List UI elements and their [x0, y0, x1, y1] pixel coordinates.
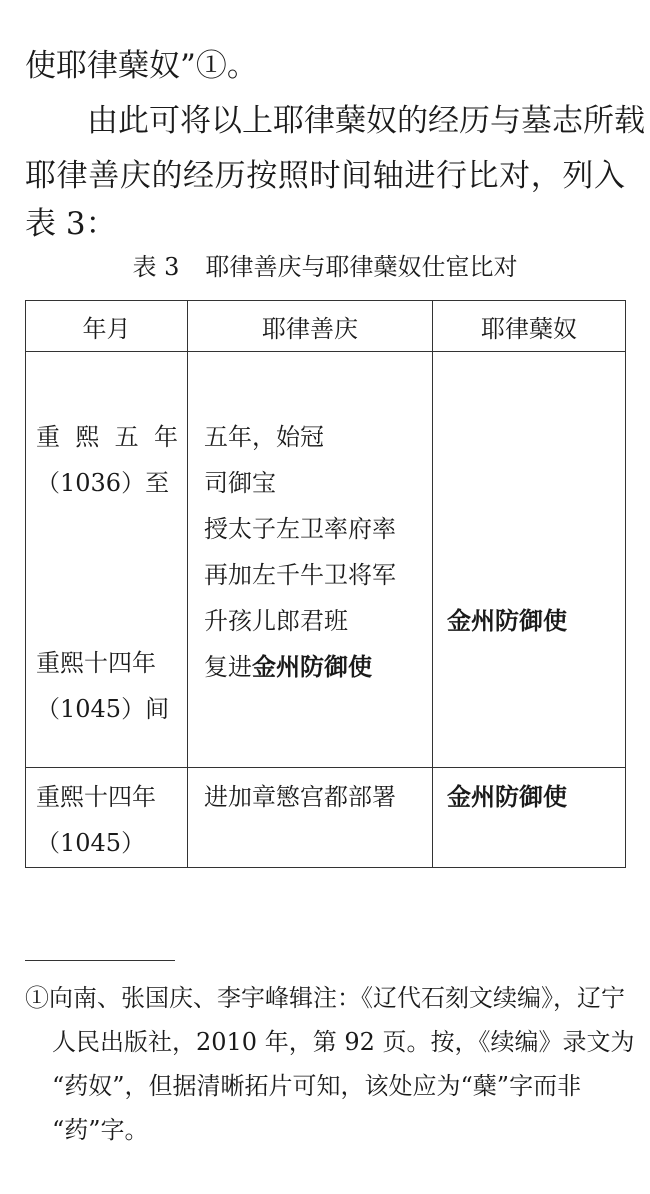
row1-shanqing-item-last [204, 644, 432, 690]
row1-nienu-text: 金州防御使 [447, 607, 567, 635]
body-line-1: 使耶律蘖奴”①。 [25, 48, 258, 84]
body-line-4: 表 3： [25, 206, 117, 242]
header-year-month: 年月 [26, 301, 188, 352]
row1-shanqing-item: 授太子左卫率府率 [204, 515, 396, 543]
body-line-2: 由此可将以上耶律蘖奴的经历与墓志所载 [87, 103, 645, 139]
row2-shanqing-cell [188, 768, 433, 868]
row1-period-start-1: 重 熙 五 年 [36, 423, 178, 451]
header-nienu: 耶律蘖奴 [433, 301, 626, 352]
footnote-line-3: “药奴”，但据清晰拓片可知，该处应为“蘖”字而非 [52, 1072, 582, 1100]
row1-shanqing-last-bold: 金州防御使 [252, 653, 372, 681]
row1-nienu-cell [433, 352, 626, 768]
footnote-line-4: “药”字。 [52, 1116, 149, 1144]
row2-nienu-cell [433, 768, 626, 868]
row1-shanqing-item: 升孩儿郎君班 [204, 607, 348, 635]
row1-shanqing-cell [188, 352, 433, 768]
row2-period-cell [26, 768, 188, 868]
row2-nienu-text: 金州防御使 [447, 783, 567, 811]
row1-period-start-2: （1036）至 [36, 469, 170, 497]
row1-shanqing-item: 再加左千牛卫将军 [204, 561, 396, 589]
footnote-line-1: ①向南、张国庆、李宇峰辑注：《辽代石刻文续编》，辽宁 [25, 984, 625, 1012]
row1-period-end-1: 重熙十四年 [36, 649, 156, 677]
row2-period-1: 重熙十四年 [36, 783, 156, 811]
table-header-row [26, 301, 626, 352]
row1-period-cell [26, 352, 188, 768]
table-caption [0, 247, 650, 287]
row1-shanqing-item: 司御宝 [204, 469, 276, 497]
footnote-line-2: 人民出版社，2010 年，第 92 页。按，《续编》录文为 [52, 1028, 635, 1056]
table-row [26, 768, 626, 868]
row1-shanqing-last-prefix: 复进 [204, 653, 252, 681]
row1-period-end-2: （1045）间 [36, 695, 170, 723]
table-caption-title: 耶律善庆与耶律蘖奴仕宦比对 [205, 253, 518, 281]
comparison-table [25, 300, 626, 868]
body-line-3: 耶律善庆的经历按照时间轴进行比对，列入 [25, 158, 625, 194]
row2-shanqing-text: 进加章慜宫都部署 [204, 783, 396, 811]
footnote-divider [25, 960, 175, 961]
table-row [26, 352, 626, 768]
table-caption-number: 表 3 [132, 253, 180, 281]
row2-period-2: （1045） [36, 829, 146, 857]
row1-shanqing-item: 五年，始冠 [204, 423, 324, 451]
header-shanqing: 耶律善庆 [188, 301, 433, 352]
